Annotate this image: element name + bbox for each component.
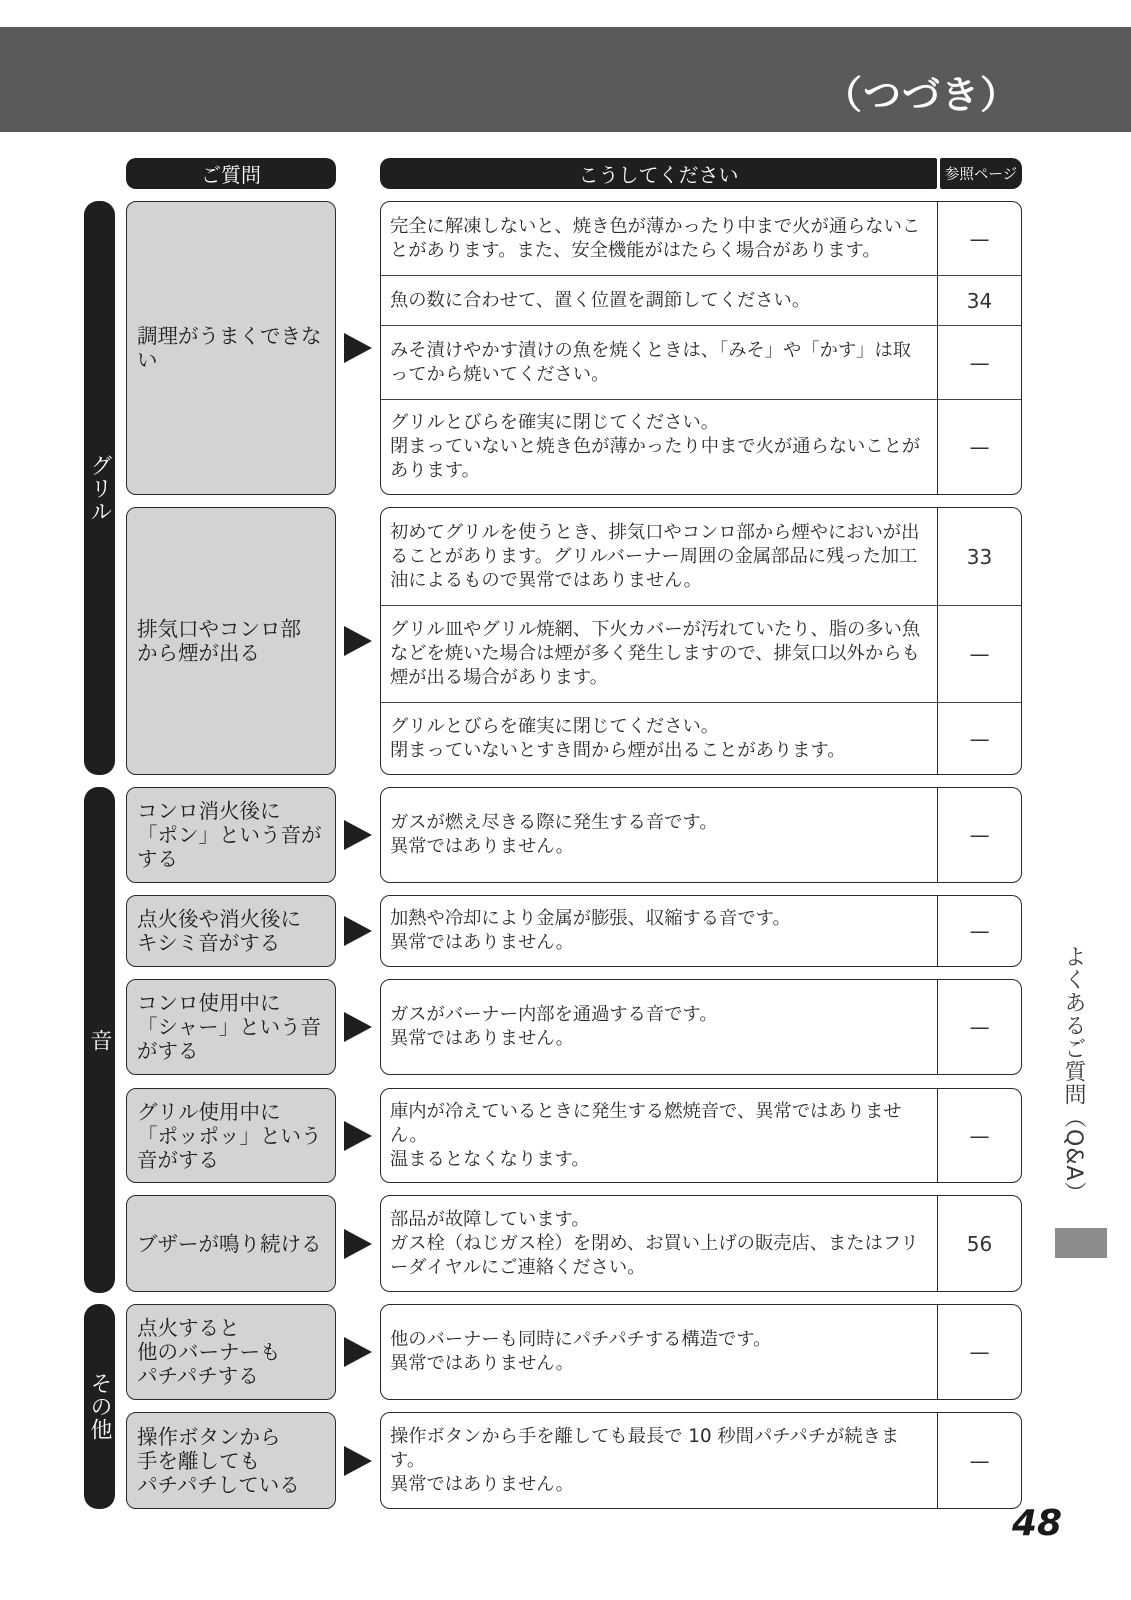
arrow-right-icon	[344, 1121, 372, 1151]
ref-page: —	[969, 823, 990, 847]
ref-page: —	[969, 1123, 990, 1148]
answer-box	[380, 787, 1022, 883]
question-box	[126, 895, 336, 967]
answer-cell	[381, 1305, 938, 1399]
answer-cell	[381, 276, 938, 325]
answer-text: 操作ボタンから手を離しても最長で 10 秒間パチパチが続きます。 異常ではありません。	[390, 1425, 900, 1495]
answer-box	[380, 895, 1022, 967]
answer-text: 加熱や冷却により金属が膨張、収縮する音です。 異常ではありません。	[390, 908, 791, 953]
question-text: 操作ボタンから 手を離しても パチパチしている	[137, 1424, 300, 1497]
answer-text: 他のバーナーも同時にパチパチする構造です。 異常ではありません。	[390, 1329, 772, 1374]
answer-row	[381, 399, 1021, 494]
answer-box	[380, 1304, 1022, 1400]
question-box	[126, 979, 336, 1075]
question-box	[126, 1412, 336, 1509]
ref-page: —	[969, 1340, 990, 1364]
answer-cell	[381, 703, 938, 774]
answer-text: 庫内が冷えているときに発生する燃焼音で、異常ではありません。 温まるとなくなります。	[390, 1100, 902, 1170]
answer-cell	[381, 606, 938, 702]
column-header-action-label: こうしてください	[578, 163, 739, 187]
ref-page: —	[969, 1015, 990, 1039]
question-text: グリル使用中に 「ポッポッ」という 音がする	[137, 1099, 322, 1172]
answer-row	[381, 275, 1021, 325]
category-label: 音	[87, 1028, 112, 1052]
answer-text: 初めてグリルを使うとき、排気口やコンロ部から煙やにおいが出ることがあります。グリルバーナー周囲の金属部品に残った加工油によるもので異常ではありません。	[390, 521, 920, 591]
answer-box	[380, 979, 1022, 1075]
ref-page: 33	[966, 544, 993, 569]
answer-row	[381, 325, 1021, 399]
ref-page: 56	[966, 1231, 993, 1256]
page-title: （つづき）	[823, 73, 1019, 117]
arrow-right-icon	[344, 1337, 372, 1367]
question-box	[126, 787, 336, 883]
category-label: グリル	[87, 453, 112, 523]
ref-page: —	[969, 919, 990, 943]
answer-row	[381, 1089, 1021, 1182]
answer-cell	[381, 400, 938, 494]
section-side-label: よくあるご質問（Q&A）	[1061, 945, 1086, 1205]
column-header-ref-page-label: 参照ページ	[944, 167, 1018, 183]
answer-text: みそ漬けやかす漬けの魚を焼くときは、「みそ」や「かす」は取ってから焼いてください。	[390, 339, 912, 385]
column-header-action	[380, 158, 937, 189]
arrow-right-icon	[344, 916, 372, 946]
question-text: コンロ消火後に 「ポン」という音が する	[137, 799, 322, 871]
ref-page: —	[969, 642, 990, 666]
answer-box	[380, 1195, 1022, 1292]
answer-text: 部品が故障しています。 ガス栓（ねじガス栓）を閉め、お買い上げの販売店、またはフリーダイヤルにご連絡ください。	[390, 1208, 919, 1278]
answer-text: 完全に解凍しないと、焼き色が薄かったり中まで火が通らないことがあります。また、安全機能がはたらく場合があります。	[390, 215, 921, 261]
page-number: 48	[1012, 1503, 1063, 1544]
answer-text: グリル皿やグリル焼網、下火カバーが汚れていたり、脂の多い魚などを焼いた場合は煙が多く発生しますので、排気口以外からも煙が出る場合があります。	[390, 619, 921, 688]
ref-page: —	[969, 350, 990, 375]
answer-row	[381, 1413, 1021, 1508]
question-box	[126, 507, 336, 775]
answer-cell	[381, 1413, 938, 1508]
section-tab-marker	[1055, 1228, 1107, 1258]
arrow-right-icon	[344, 1229, 372, 1259]
question-text: ブザーが鳴り続ける	[137, 1231, 322, 1256]
arrow-right-icon	[344, 820, 372, 850]
arrow-right-icon	[344, 1012, 372, 1042]
question-text: 調理がうまくできない	[137, 324, 322, 372]
question-box	[126, 1304, 336, 1400]
category-label: その他	[87, 1372, 112, 1441]
category-bar-sound	[84, 787, 115, 1293]
arrow-right-icon	[344, 1446, 372, 1476]
column-header-question-label: ご質問	[201, 163, 261, 187]
answer-text: グリルとびらを確実に閉じてください。 閉まっていないとすき間から煙が出ることがあります。	[390, 715, 846, 761]
answer-row	[381, 1305, 1021, 1399]
ref-page: —	[969, 226, 990, 251]
question-text: 排気口やコンロ部 から煙が出る	[137, 617, 301, 665]
arrow-right-icon	[344, 626, 372, 656]
answer-cell	[381, 202, 938, 275]
answer-cell	[381, 788, 938, 882]
answer-cell	[381, 980, 938, 1074]
answer-text: 魚の数に合わせて、置く位置を調節してください。	[390, 289, 811, 311]
answer-text: ガスが燃え尽きる際に発生する音です。 異常ではありません。	[390, 812, 718, 857]
question-box	[126, 201, 336, 495]
column-header-question	[126, 158, 336, 189]
answer-cell	[381, 896, 938, 966]
ref-page: —	[969, 435, 990, 459]
answer-row	[381, 788, 1021, 882]
question-box	[126, 1088, 336, 1183]
category-bar-other	[84, 1304, 115, 1509]
category-bar-grill	[84, 201, 115, 775]
answer-row	[381, 202, 1021, 275]
question-text: 点火すると 他のバーナーも パチパチする	[137, 1316, 281, 1388]
answer-cell	[381, 508, 938, 605]
answer-row	[381, 702, 1021, 774]
question-text: 点火後や消火後に キシミ音がする	[137, 907, 301, 955]
answer-row	[381, 605, 1021, 702]
answer-cell	[381, 326, 938, 399]
answer-cell	[381, 1089, 938, 1182]
question-box	[126, 1195, 336, 1292]
answer-row	[381, 508, 1021, 605]
answer-text: ガスがバーナー内部を通過する音です。 異常ではありません。	[390, 1004, 718, 1049]
answer-row	[381, 896, 1021, 966]
ref-page: —	[969, 726, 990, 751]
answer-cell	[381, 1196, 938, 1291]
column-header-ref-page	[940, 158, 1022, 189]
ref-page: 34	[966, 288, 993, 313]
arrow-right-icon	[344, 333, 372, 363]
answer-box	[380, 1088, 1022, 1183]
answer-box	[380, 507, 1022, 775]
ref-page: —	[969, 1448, 990, 1473]
answer-row	[381, 1196, 1021, 1291]
question-text: コンロ使用中に 「シャー」という音 がする	[137, 991, 322, 1063]
answer-text: グリルとびらを確実に閉じてください。 閉まっていないと焼き色が薄かったり中まで火が通らないことがあります。	[390, 412, 921, 481]
answer-box	[380, 201, 1022, 495]
answer-box	[380, 1412, 1022, 1509]
answer-row	[381, 980, 1021, 1074]
